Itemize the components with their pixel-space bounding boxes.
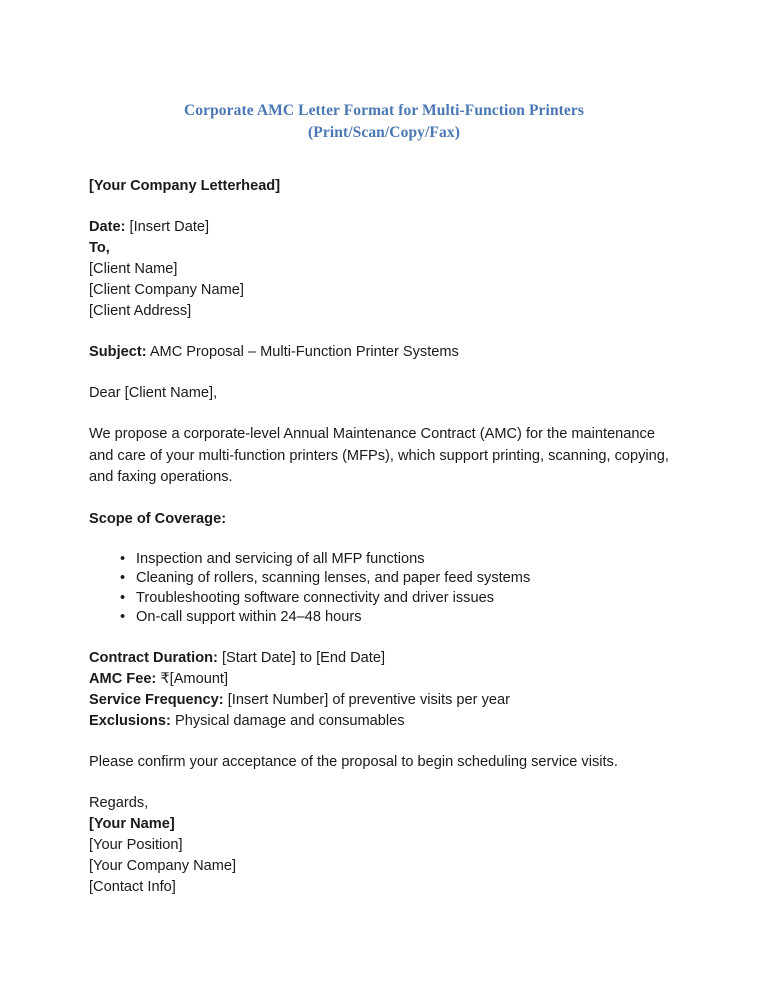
scope-list [89,550,679,628]
signature-position: [Your Position] [89,836,183,853]
subject-row [89,342,679,363]
date-value: [Insert Date] [125,219,210,235]
list-item-label: Troubleshooting software connectivity and driver issues [136,589,494,606]
bullet-icon: • [120,589,126,606]
exclusions-value: Physical damage and consumables [170,712,405,729]
document-body [89,100,679,898]
recipient-company: [Client Company Name] [89,282,244,298]
closing-request: Please confirm your acceptance of the proposal to begin scheduling service visits. [89,753,618,770]
amc-fee-value: ₹[Amount] [156,670,229,687]
subject-label: Subject: [89,344,147,360]
intro-paragraph: We propose a corporate-level Annual Maintenance Contract (AMC) for the maintenance and care of your multi-function printers (MFPs), which support printing, scanning, copying, and faxing operations. [89,426,669,485]
scope-heading: Scope of Coverage: [89,510,227,527]
service-frequency-value: [Insert Number] of preventive visits per year [223,691,510,708]
letterhead-placeholder: [Your Company Letterhead] [89,178,281,194]
list-item [89,589,679,609]
bullet-icon: • [120,570,126,587]
date-row [89,217,679,238]
to-label: To, [89,240,110,256]
date-label: Date: [89,219,126,235]
list-item-label: Inspection and servicing of all MFP functions [136,550,425,567]
contract-duration-row [89,648,679,669]
signature-name: [Your Name] [89,815,175,832]
contract-duration-label: Contract Duration: [89,649,218,666]
salutation: Dear [Client Name], [89,385,218,401]
page-title [89,100,679,144]
list-item [89,550,679,570]
sign-off: Regards, [89,794,149,811]
bullet-icon: • [120,550,126,567]
service-frequency-row [89,690,679,711]
signature-contact: [Contact Info] [89,878,176,895]
list-item [89,569,679,589]
bullet-icon: • [120,609,126,626]
exclusions-row [89,711,679,732]
exclusions-label: Exclusions: [89,712,171,729]
contract-duration-value: [Start Date] to [End Date] [217,649,386,666]
list-item [89,608,679,628]
page-title-line-1: Corporate AMC Letter Format for Multi-Function Printers [183,102,585,119]
page-title-line-2: (Print/Scan/Copy/Fax) [308,124,460,141]
recipient-name: [Client Name] [89,261,178,277]
amc-fee-row [89,669,679,690]
recipient-address: [Client Address] [89,303,192,319]
signature-company: [Your Company Name] [89,857,237,874]
subject-value: AMC Proposal – Multi-Function Printer Systems [146,344,459,360]
list-item-label: Cleaning of rollers, scanning lenses, and paper feed systems [136,570,531,587]
amc-fee-label: AMC Fee: [89,670,157,687]
list-item-label: On-call support within 24–48 hours [136,609,362,626]
service-frequency-label: Service Frequency: [89,691,224,708]
